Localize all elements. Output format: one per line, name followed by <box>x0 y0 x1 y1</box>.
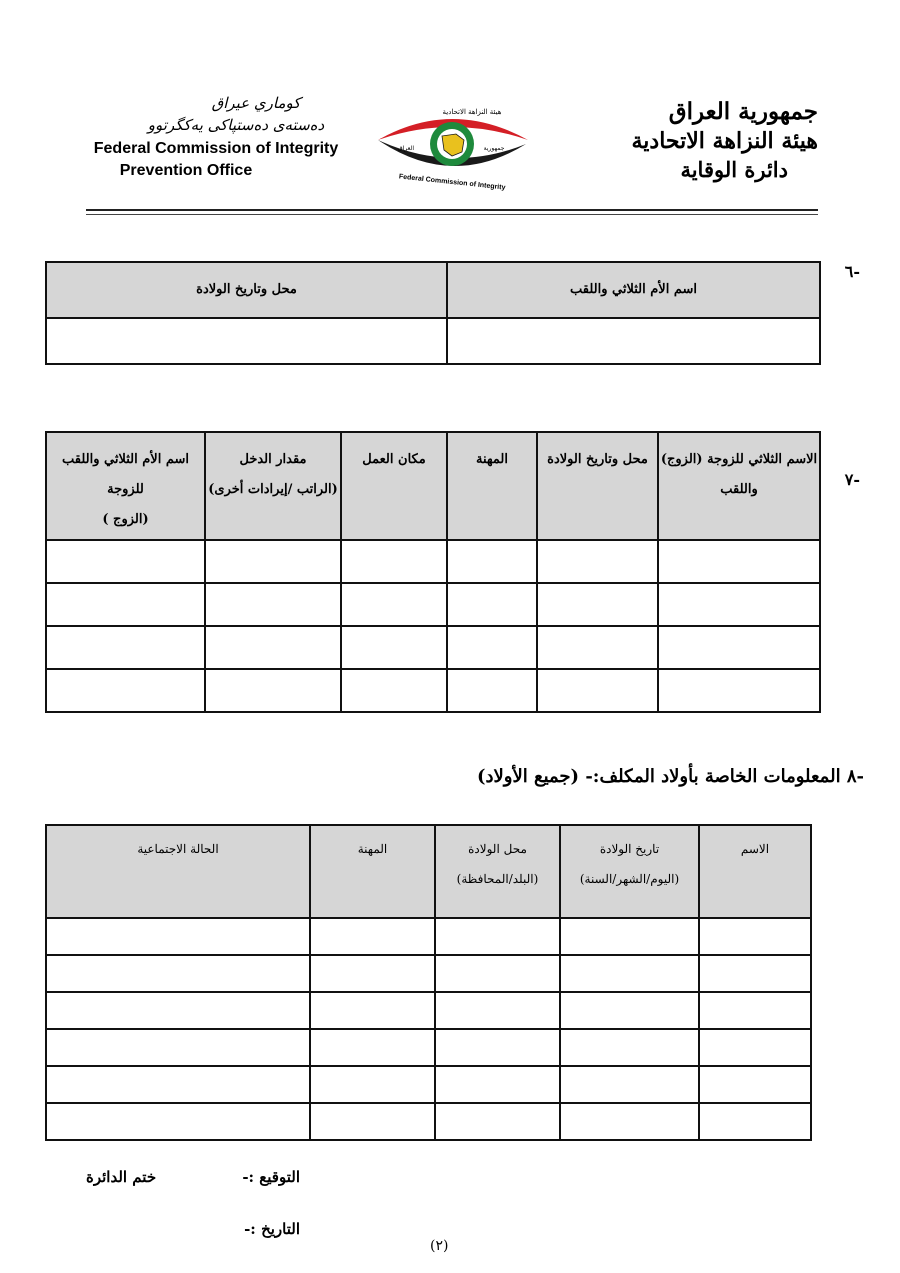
input-cell[interactable] <box>699 1066 811 1103</box>
input-cell[interactable] <box>658 626 820 669</box>
input-cell[interactable] <box>205 669 341 712</box>
column-header: تاريخ الولادة (اليوم/الشهر/السنة) <box>560 825 699 918</box>
arabic-office-title: دائرة الوقاية <box>680 157 788 182</box>
input-cell[interactable] <box>46 626 205 669</box>
input-cell[interactable] <box>447 669 537 712</box>
input-cell[interactable] <box>46 669 205 712</box>
input-cell[interactable] <box>537 583 658 626</box>
input-cell[interactable] <box>699 1029 811 1066</box>
column-header: محل وتاريخ الولادة <box>537 432 658 540</box>
table-row <box>46 1103 811 1140</box>
input-cell[interactable] <box>560 992 699 1029</box>
input-cell[interactable] <box>341 669 447 712</box>
input-cell[interactable] <box>310 955 435 992</box>
input-cell[interactable] <box>205 626 341 669</box>
column-header: المهنة <box>310 825 435 918</box>
logo-left-text: العراق <box>397 145 415 152</box>
input-cell[interactable] <box>435 1066 560 1103</box>
column-header: الاسم الثلاثي للزوجة (الزوج) واللقب <box>658 432 820 540</box>
department-stamp-label: ختم الدائرة <box>86 1168 157 1186</box>
arabic-republic-title: جمهورية العراق <box>668 98 818 125</box>
logo-top-text: هيئة النزاهة الاتحادية <box>442 108 502 116</box>
input-cell[interactable] <box>46 918 310 955</box>
table-row <box>46 626 820 669</box>
input-cell[interactable] <box>46 583 205 626</box>
input-cell[interactable] <box>310 1066 435 1103</box>
table-row <box>46 1029 811 1066</box>
input-cell[interactable] <box>341 626 447 669</box>
input-cell[interactable] <box>447 626 537 669</box>
input-cell[interactable] <box>658 540 820 583</box>
signature-label: التوقيع :- <box>242 1168 300 1186</box>
input-cell[interactable] <box>205 540 341 583</box>
input-cell[interactable] <box>341 583 447 626</box>
input-cell[interactable] <box>46 318 447 364</box>
input-cell[interactable] <box>435 955 560 992</box>
column-header: اسم الأم الثلاثي واللقب <box>447 262 820 318</box>
input-cell[interactable] <box>310 1029 435 1066</box>
input-cell[interactable] <box>310 1103 435 1140</box>
column-header: الاسم <box>699 825 811 918</box>
column-header: محل الولادة (البلد/المحافظة) <box>435 825 560 918</box>
input-cell[interactable] <box>46 540 205 583</box>
english-commission-title: Federal Commission of Integrity <box>93 140 339 157</box>
page-number: (٢) <box>430 1238 449 1254</box>
table-row <box>46 318 820 364</box>
logo-right-text: جمهورية <box>483 145 505 152</box>
input-cell[interactable] <box>205 583 341 626</box>
input-cell[interactable] <box>560 1029 699 1066</box>
column-header: مقدار الدخل (الراتب /إيرادات أخرى) <box>205 432 341 540</box>
input-cell[interactable] <box>537 540 658 583</box>
column-header: محل وتاريخ الولادة <box>46 262 447 318</box>
input-cell[interactable] <box>310 992 435 1029</box>
arabic-commission-title: هيئة النزاهة الاتحادية <box>631 128 818 154</box>
input-cell[interactable] <box>537 626 658 669</box>
table-row <box>46 583 820 626</box>
column-header: الحالة الاجتماعية <box>46 825 310 918</box>
table-row <box>46 669 820 712</box>
section-7-number: -٧ <box>844 470 860 489</box>
table-header-row <box>46 825 811 918</box>
kurdish-country-title: كوماري عيراق <box>211 94 301 112</box>
table-row <box>46 918 811 955</box>
input-cell[interactable] <box>435 1029 560 1066</box>
logo-bottom-text: Federal Commission of Integrity <box>398 173 506 192</box>
input-cell[interactable] <box>699 918 811 955</box>
spouse-info-table <box>45 431 821 713</box>
english-office-title: Prevention Office <box>119 162 253 179</box>
column-header: مكان العمل <box>341 432 447 540</box>
section-6-number: -٦ <box>844 262 860 281</box>
column-header: اسم الأم الثلاثي واللقب للزوجة (الزوج ) <box>46 432 205 540</box>
input-cell[interactable] <box>560 918 699 955</box>
input-cell[interactable] <box>46 1029 310 1066</box>
header-arabic <box>618 98 818 184</box>
input-cell[interactable] <box>46 955 310 992</box>
input-cell[interactable] <box>447 540 537 583</box>
input-cell[interactable] <box>447 583 537 626</box>
table-row <box>46 992 811 1029</box>
header-divider-thin <box>86 214 818 215</box>
mother-info-table <box>45 261 821 365</box>
table-row <box>46 540 820 583</box>
input-cell[interactable] <box>447 318 820 364</box>
kurdish-commission-title: دەستەی دەستپاكی یەكگرتوو <box>147 116 325 134</box>
commission-logo <box>372 100 532 200</box>
input-cell[interactable] <box>46 1066 310 1103</box>
input-cell[interactable] <box>435 992 560 1029</box>
children-info-table <box>45 824 812 1141</box>
input-cell[interactable] <box>435 1103 560 1140</box>
input-cell[interactable] <box>560 955 699 992</box>
table-header-row <box>46 432 820 540</box>
input-cell[interactable] <box>46 992 310 1029</box>
input-cell[interactable] <box>537 669 658 712</box>
table-header-row <box>46 262 820 318</box>
input-cell[interactable] <box>560 1103 699 1140</box>
input-cell[interactable] <box>341 540 447 583</box>
input-cell[interactable] <box>699 1103 811 1140</box>
column-header: المهنة <box>447 432 537 540</box>
input-cell[interactable] <box>310 918 435 955</box>
table-row <box>46 1066 811 1103</box>
input-cell[interactable] <box>658 669 820 712</box>
input-cell[interactable] <box>46 1103 310 1140</box>
input-cell[interactable] <box>699 955 811 992</box>
input-cell[interactable] <box>699 992 811 1029</box>
date-label: التاريخ :- <box>244 1220 300 1238</box>
table-row <box>46 955 811 992</box>
header-latin <box>86 92 346 182</box>
section-8-title: -٨ المعلومات الخاصة بأولاد المكلف:- (جميع الأولاد) <box>476 766 864 787</box>
input-cell[interactable] <box>560 1066 699 1103</box>
header-divider <box>86 209 818 211</box>
input-cell[interactable] <box>435 918 560 955</box>
input-cell[interactable] <box>658 583 820 626</box>
